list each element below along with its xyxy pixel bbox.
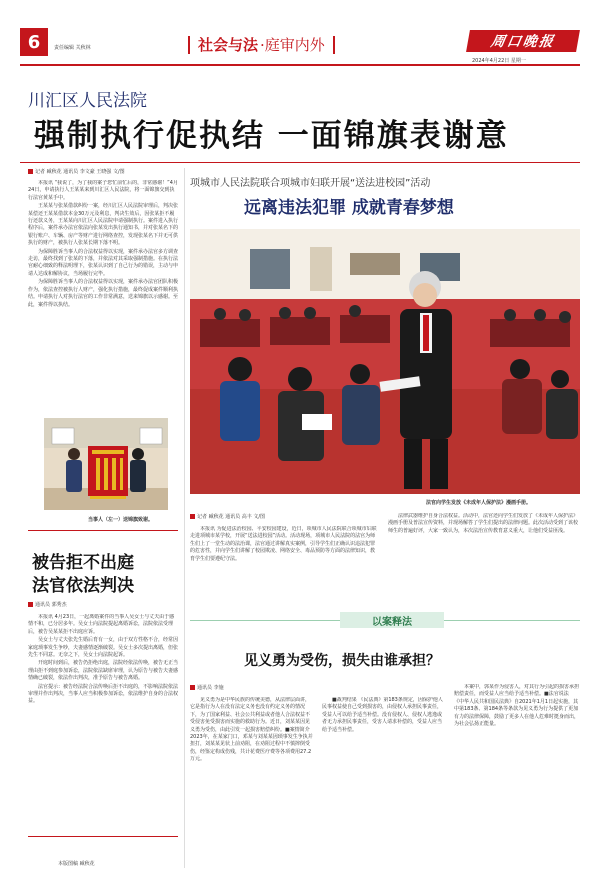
story1-body: [28, 180, 178, 402]
paper-logo: 周口晚报: [466, 30, 580, 52]
story2-headline-l2: 法官依法判决: [32, 576, 134, 596]
bottom-rule: [28, 836, 178, 837]
headline-rule: [20, 162, 580, 163]
left-divider: [28, 530, 178, 531]
section-subtitle: ·庭审内外: [260, 36, 325, 54]
story1-kicker: 川汇区人民法院: [28, 91, 147, 111]
story3-photo: [190, 229, 580, 494]
story1-p3: 为保障胜诉当事人的合法权益得以实现，案件承办法官多方调查走访，最终找到了张某的下落，并依法对其采取强制措施。在执行法官耐心细致的释法明理下，张某认识到了自己行为的错误，主动与申请人达成和解协议，当场履行完毕。: [28, 248, 178, 277]
story4-headline: 见义勇为受伤，损失由谁承担？: [244, 653, 440, 669]
issue-date: 2024年4月22日 星期一: [472, 58, 526, 64]
story2-byline: 通讯员 郭秀杰: [28, 601, 178, 608]
story1-p4: 为保障胜诉当事人的合法权益得以实现，案件承办法官团队积极作为，依法查控被执行人财产，强化执行措施，最终促成案件顺利执结。申请执行人对执行法官的工作非常满意，送来锦旗以示感谢。至此，案件得以执结。: [28, 279, 178, 308]
story1-p1: 本报讯 “我说了，为了我的案子您忙前忙后的，非常感谢！”4月24日，申请执行人王某某来到川汇区人民法院，将一面锦旗交到执行法官黄某手中。: [28, 180, 178, 201]
story3-photo-caption: 法官向学生发放《未成年人保护法》漫画手册。: [426, 500, 532, 506]
story1-photo: [44, 418, 168, 510]
section-divider: [188, 36, 190, 54]
story4-col1: 见义勇为是中华民族的传统美德，从法律层面讲，它是指行为人在没有法定义务也没有约定义务的情况下，为了国家利益、社会公共利益或者他人合法权益不受侵害免受损害而实施的救助行为。近日，刘某某因见义勇为受伤，由此引发一起损害赔偿纠纷。■案情简介 2023年，在某家门口，邓某与刘某某因琐事发生争执并扭打，刘某某见状上前劝阻，在劝阻过程中不慎摔倒受伤，经鉴定构成伤残，共计花费医疗费等各项费用27.2万元。: [190, 697, 313, 763]
story2-headline-l1: 被告拒不出庭: [32, 553, 134, 573]
story2-p4: 法官提示：被告经法院合法传唤后拒不出庭的，不影响法院依法审理并作出判决，当事人应当积极参加诉讼，依法维护自身的合法权益。: [28, 683, 178, 705]
page-number-box: [20, 28, 48, 56]
section-title-block: [188, 34, 335, 55]
story4-rule: [190, 620, 340, 621]
story4-rule-right: [444, 620, 580, 621]
story4-byline: 通讯员 李施: [190, 684, 310, 691]
story1-p2: 王某某与张某借款纠纷一案，经川汇区人民法院审理后，判决张某偿还王某某借款本金30万元及利息，判决生效后，因张某拒不履行还款义务，王某某向川汇区人民法院申请强制执行。案件进入执行程序后，案件承办法官依法向张某发出执行通知书，并对张某名下的银行账户、车辆、房产等财产进行网络查控，发现张某名下并无可供执行的财产，被执行人张某长期下落不明。: [28, 203, 178, 247]
story2-p1: 本报讯 4月23日，一起离婚案件的当事人吴女士与丈夫由于感情不和，已分居多年。吴女士向法院提起离婚诉讼，法院依法受理后，被告吴某某拒不出庭应诉。: [28, 614, 175, 635]
story4-col3: 本案中，郭某作为侵害人，对其行为引起的损害承担赔偿责任，而受益人应当给予适当补偿。■法官说法 《中华人民共和国民法典》自2021年1月1日起实施，其中第183条、第184条等条款为见义勇为行为提供了更加有力的法律保障，鼓励了更多人在他人危难时挺身而出，为社会弘扬正能量。: [454, 684, 580, 728]
section-title: 社会与法: [198, 36, 259, 54]
story2-body: [28, 614, 178, 829]
page-number: 6: [27, 31, 41, 53]
story3-headline: 远离违法犯罪 成就青春梦想: [244, 198, 454, 218]
case-column-banner: [340, 612, 444, 628]
story1-headline: 强制执行促执结 一面锦旗表谢意: [34, 118, 509, 154]
story3-kicker: 项城市人民法院联合项城市妇联开展“送法进校园”活动: [190, 178, 431, 189]
case-column-label: 以案释法: [372, 616, 412, 628]
story2-p3: 开庭时间到后，被告仍拒绝出庭，法院经依法传唤，被告无正当理由拒不到庭参加诉讼，法院依法缺席审理，认为原告与被告夫妻感情确已破裂，依法作出判决，准予原告与被告离婚。: [28, 660, 178, 682]
editor-line: 责任编辑 关秋林: [54, 45, 91, 51]
story3-col2: 法律武器维护自身合法权益。活动中，法官还向学生们发放了《未成年人保护法》漫画手册及普法宣传资料，并现场解答了学生们提出的法律问题。此次活动受到了该校师生的普遍好评，大家一致认为，本次法治宣传教育意义重大，让他们受益匪浅。: [388, 513, 578, 534]
story3-byline: 记者 臧秋花 通讯员 高丰 文/图: [190, 513, 380, 520]
page-footer: 本版图稿 臧秋花: [58, 861, 95, 867]
header-rule: [20, 64, 580, 66]
story1-photo-caption: 当事人（左一）送锦旗致谢。: [88, 517, 154, 523]
section-divider-right: [333, 36, 335, 54]
story4-col2: ■裁判结果 《民法典》第183条规定，因保护他人民事权益使自己受到损害的，由侵权人承担民事责任，受益人可以给予适当补偿。没有侵权人、侵权人逃逸或者无力承担民事责任，受害人请求补偿的，受益人应当给予适当补偿。: [322, 697, 443, 733]
story3-col1: 本报讯 为促进法治校园、平安校园建设，近日，项城市人民法院联合项城市妇联走进项城市某学校，开展“送法进校园”活动。活动现场，项城市人民法院的法官为师生们上了一堂生动的法治课，法官通过讲解真实案例，引导学生们正确认识违法犯罪的危害性，并向学生们讲解了校园欺凌、网络安全、毒品预防等方面的法律知识，教育学生们要遵纪守法。: [190, 526, 377, 562]
story1-byline: 记者 臧秋花 通讯员 李文豪 王晓强 文/图: [28, 168, 178, 175]
column-separator: [184, 168, 185, 868]
story2-p2: 吴女士与丈夫张先生婚后育有一女，由于双方性格不合，经常因家庭琐事发生争吵，夫妻感情逐渐破裂。吴女士多次提出离婚，但张先生不同意。无奈之下，吴女士向法院起诉。: [28, 637, 178, 659]
